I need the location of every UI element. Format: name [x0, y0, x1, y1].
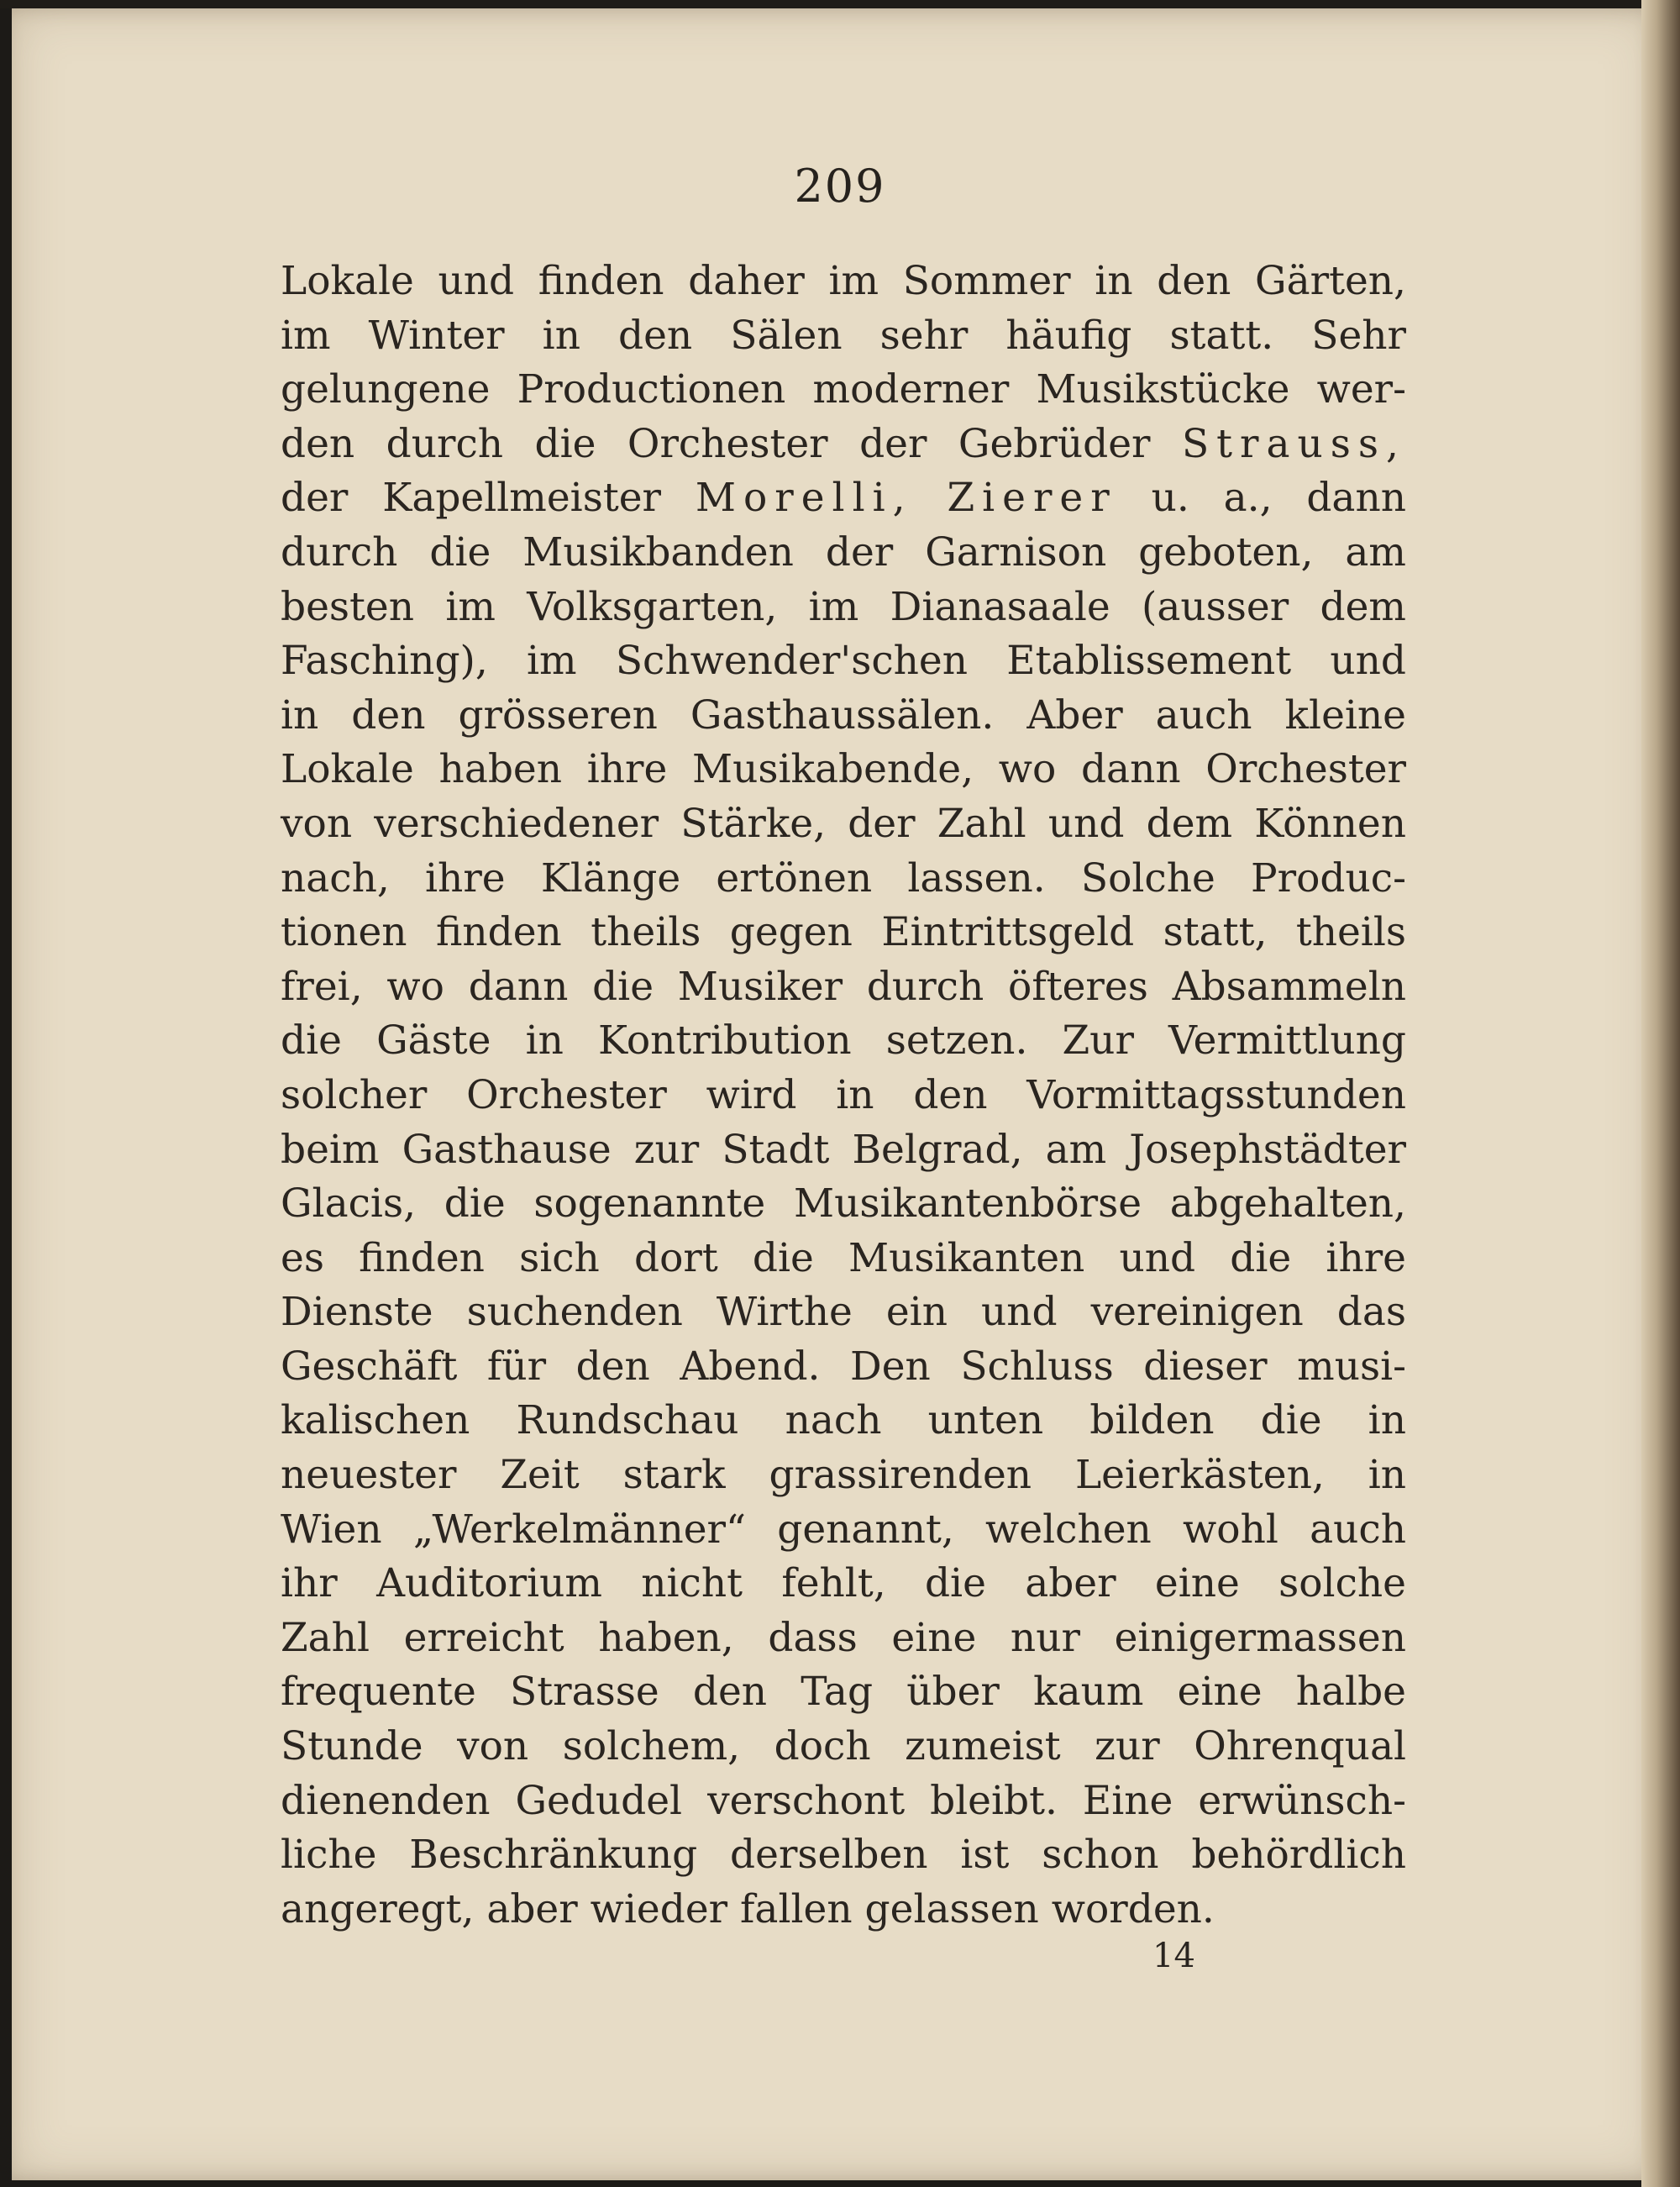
text-line: frequente Strasse den Tag über kaum eine halbe — [281, 1669, 1406, 1716]
page-edge-right — [1641, 0, 1680, 2187]
text-line: Lokale und finden daher im Sommer in den Gärten, — [281, 258, 1406, 304]
text-fragment: u. a., dann — [1151, 475, 1406, 522]
text-line: ihr Auditorium nicht fehlt, die aber eine solche — [281, 1560, 1406, 1607]
text-line: neuester Zeit stark grassirenden Leierkästen, in — [281, 1452, 1406, 1499]
text-line: nach, ihre Klänge ertönen lassen. Solche Produc- — [281, 854, 1406, 902]
text-line: frei, wo dann die Musiker durch öfteres Absammeln — [281, 963, 1406, 1010]
text-line: die Gäste in Kontribution setzen. Zur Vermittlung — [281, 1017, 1406, 1065]
name-strauss: Strauss, — [1181, 420, 1406, 467]
text-line: von verschiedener Stärke, der Zahl und dem Können — [281, 800, 1406, 847]
text-line: beim Gasthause zur Stadt Belgrad, am Josephstädter — [281, 1126, 1406, 1173]
text-line: Geschäft für den Abend. Den Schluss dieser musi- — [281, 1343, 1406, 1390]
text-line: angeregt, aber wieder fallen gelassen worden. — [281, 1885, 1215, 1932]
name-morelli: Morelli, — [695, 475, 913, 522]
text-line: Glacis, die sogenannte Musikantenbörse abgehalten, — [281, 1180, 1406, 1228]
top-edge — [0, 0, 1680, 8]
text-line: Zahl erreicht haben, dass eine nur einigermassen — [281, 1614, 1406, 1661]
text-line: durch die Musikbanden der Garnison geboten, am — [281, 528, 1406, 576]
text-line: besten im Volksgarten, im Dianasaale (ausser dem — [281, 583, 1406, 630]
text-line: Lokale haben ihre Musikabende, wo dann Orchester — [281, 746, 1406, 793]
text-line: solcher Orchester wird in den Vormittagsstunden — [281, 1071, 1406, 1118]
text-line: Wien „Werkelmänner“ genannt, welchen wohl auch — [281, 1506, 1406, 1553]
text-line: tionen finden theils gegen Eintrittsgeld statt, theils — [281, 909, 1406, 956]
signature-mark: 14 — [1152, 1937, 1195, 1975]
text-line: gelungene Productionen moderner Musikstücke wer- — [281, 366, 1406, 413]
text-line: es finden sich dort die Musikanten und die ihre — [281, 1234, 1406, 1281]
page-number: 209 — [794, 160, 886, 213]
text-line — [281, 471, 1406, 526]
body-text — [281, 255, 1406, 1937]
name-zierer: Zierer — [947, 475, 1117, 522]
text-line: Fasching), im Schwender'schen Etablissement und — [281, 638, 1406, 685]
text-line: kalischen Rundschau nach unten bilden die in — [281, 1397, 1406, 1444]
text-line: in den grösseren Gasthaussälen. Aber auch kleine — [281, 691, 1406, 739]
text-line: im Winter in den Sälen sehr häufig statt. Sehr — [281, 312, 1406, 359]
text-line — [281, 418, 1406, 472]
text-line: Dienste suchenden Wirthe ein und vereinigen das — [281, 1289, 1406, 1336]
text-line: liche Beschränkung derselben ist schon behördlich — [281, 1832, 1406, 1879]
text-fragment: der Kapellmeister — [281, 475, 662, 522]
text-line: Stunde von solchem, doch zumeist zur Ohrenqual — [281, 1723, 1406, 1770]
text-line: dienenden Gedudel verschont bleibt. Eine erwünsch- — [281, 1777, 1406, 1824]
text-fragment: den durch die Orchester der Gebrüder — [281, 420, 1151, 467]
